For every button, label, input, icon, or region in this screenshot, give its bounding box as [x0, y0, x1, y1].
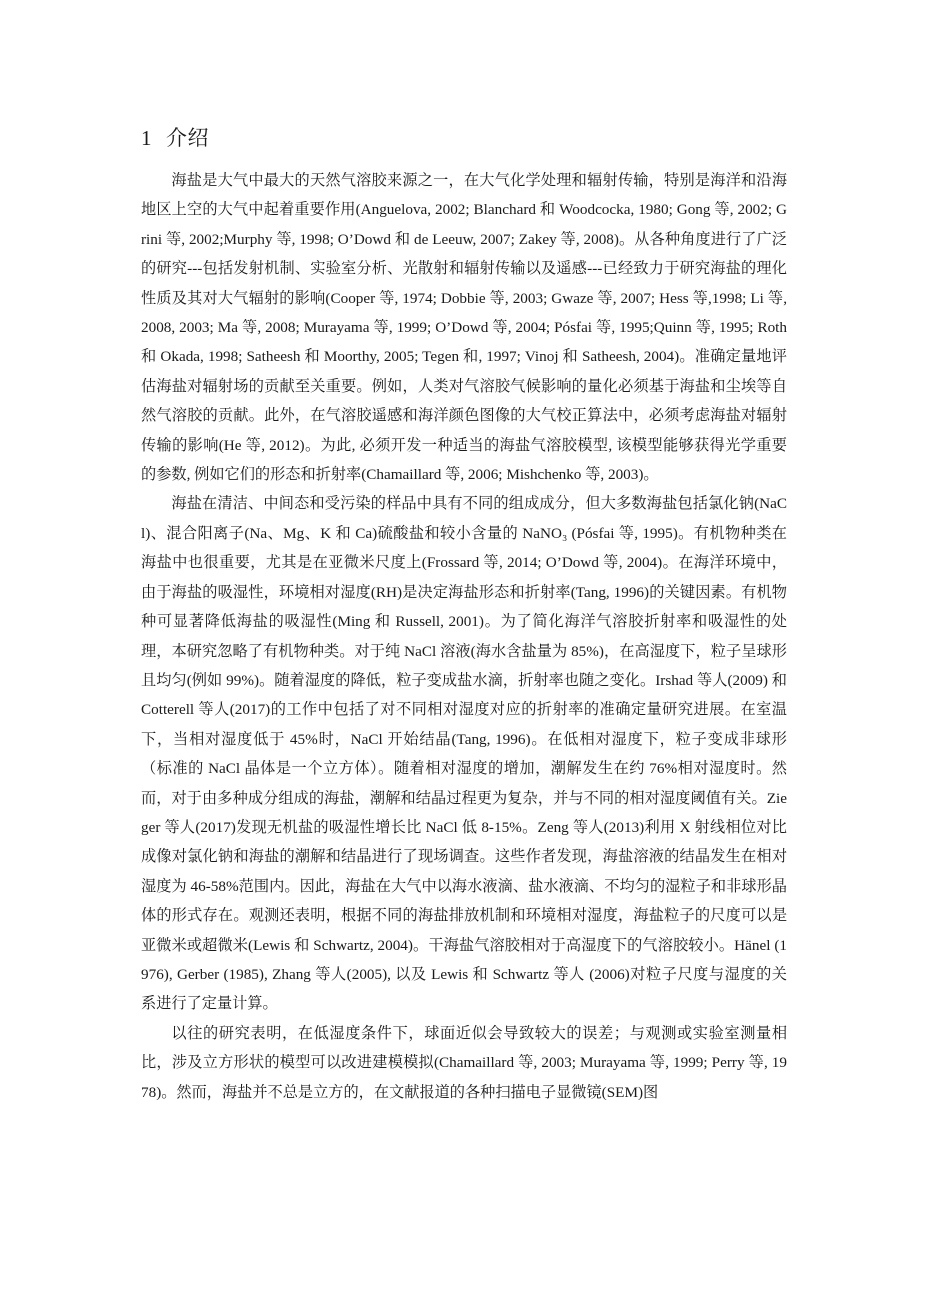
paragraph-1: 海盐是大气中最大的天然气溶胶来源之一，在大气化学处理和辐射传输，特别是海洋和沿海地区上空的大气中起着重要作用(Anguelova, 2002; Blanchard 和 Woodcocka, 1980; Gong 等, 2002; Grini 等, 2002;Murphy 等, 1998; O’Dowd 和 de Leeuw, 2007; Zakey 等, 2008)。从各种角度进行了广泛的研究---包括发射机制、实验室分析、光散射和辐射传输以及遥感---已经致力于研究海盐的理化性质及其对大气辐射的影响(Cooper 等, 1974; Dobbie 等, 2003; Gwaze 等, 2007; Hess 等,1998; Li 等, 2008, 2003; Ma 等, 2008; Murayama 等, 1999; O’Dowd 等, 2004; Pósfai 等, 1995;Quinn 等, 1995; Roth 和 Okada, 1998; Satheesh 和 Moorthy, 2005; Tegen 和, 1997; Vinoj 和 Satheesh, 2004)。准确定量地评估海盐对辐射场的贡献至关重要。例如，人类对气溶胶气候影响的量化必须基于海盐和尘埃等自然气溶胶的贡献。此外，在气溶胶遥感和海洋颜色图像的大气校正算法中，必须考虑海盐对辐射传输的影响(He 等, 2012)。为此, 必须开发一种适当的海盐气溶胶模型, 该模型能够获得光学重要的参数, 例如它们的形态和折射率(Chamaillard 等, 2006; Mishchenko 等, 2003)。	[141, 172, 787, 484]
section-number: 1	[141, 126, 152, 150]
section-heading	[141, 124, 787, 152]
section-title: 介绍	[166, 126, 209, 150]
page-body	[141, 124, 787, 1107]
paragraph-2: 海盐在清洁、中间态和受污染的样品中具有不同的组成成分，但大多数海盐包括氯化钠(NaCl)、混合阳离子(Na、Mg、K 和 Ca)硫酸盐和较小含量的 NaNO₃ (Pósfai 等, 1995)。有机物种类在海盐中也很重要，尤其是在亚微米尺度上(Frossard 等, 2014; O’Dowd 等, 2004)。在海洋环境中，由于海盐的吸湿性，环境相对湿度(RH)是决定海盐形态和折射率(Tang, 1996)的关键因素。有机物种可显著降低海盐的吸湿性(Ming 和 Russell, 2001)。为了简化海洋气溶胶折射率和吸湿性的处理，本研究忽略了有机物种类。对于纯 NaCl 溶液(海水含盐量为 85%)，在高湿度下，粒子呈球形且均匀(例如 99%)。随着湿度的降低，粒子变成盐水滴，折射率也随之变化。Irshad 等人(2009) 和 Cotterell 等人(2017)的工作中包括了对不同相对湿度对应的折射率的准确定量研究进展。在室温下，当相对湿度低于 45%时，NaCl 开始结晶(Tang, 1996)。在低相对湿度下，粒子变成非球形（标准的 NaCl 晶体是一个立方体）。随着相对湿度的增加，潮解发生在约 76%相对湿度时。然而，对于由多种成分组成的海盐，潮解和结晶过程更为复杂，并与不同的相对湿度阈值有关。Zieger 等人(2017)发现无机盐的吸湿性增长比 NaCl 低 8-15%。Zeng 等人(2013)利用 X 射线相位对比成像对氯化钠和海盐的潮解和结晶进行了现场调查。这些作者发现，海盐溶液的结晶发生在相对湿度为 46-58%范围内。因此，海盐在大气中以海水液滴、盐水液滴、不均匀的湿粒子和非球形晶体的形式存在。观测还表明，根据不同的海盐排放机制和环境相对湿度，海盐粒子的尺度可以是亚微米或超微米(Lewis 和 Schwartz, 2004)。干海盐气溶胶相对于高湿度下的气溶胶较小。Hänel (1976), Gerber (1985), Zhang 等人(2005), 以及 Lewis 和 Schwartz 等人 (2006)对粒子尺度与湿度的关系进行了定量计算。	[141, 495, 787, 1013]
paragraph-3: 以往的研究表明，在低湿度条件下，球面近似会导致较大的误差；与观测或实验室测量相比，涉及立方形状的模型可以改进建模模拟(Chamaillard 等, 2003; Murayama 等, 1999; Perry 等, 1978)。然而，海盐并不总是立方的，在文献报道的各种扫描电子显微镜(SEM)图	[141, 1024, 787, 1101]
